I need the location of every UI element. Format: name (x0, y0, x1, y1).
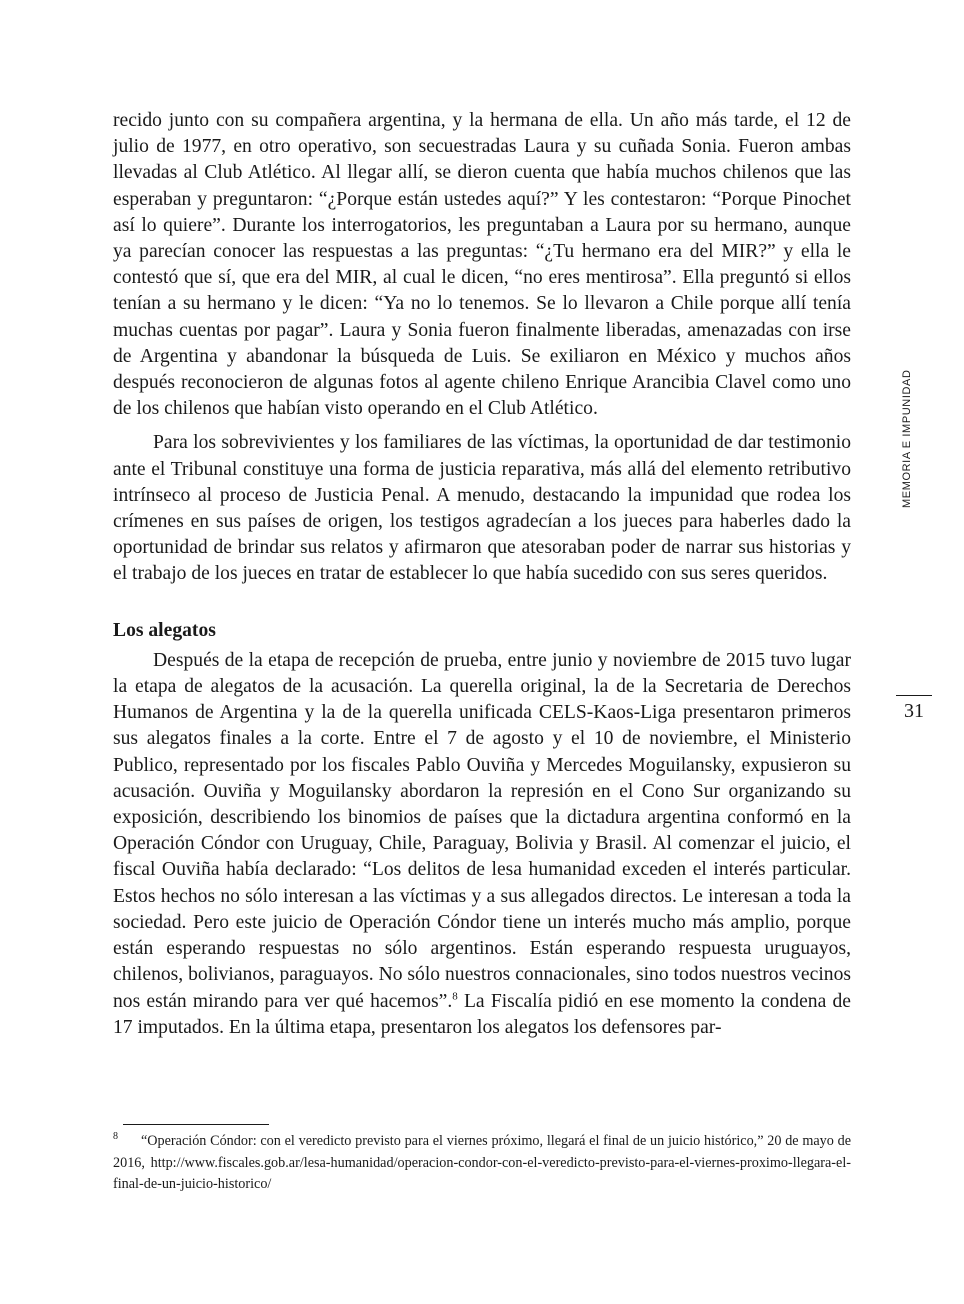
body-paragraph-3-end: La Fiscalía pidió en ese momento la condena de 17 imputados. En la última etapa, presentaron los alegatos los defensores par- (113, 990, 851, 1038)
body-paragraph-2: Para los sobrevivientes y los familiares de las víctimas, la oportunidad de dar testimonio ante el Tribunal constituye una forma de justicia reparativa, más allá del elemento retributivo intrínseco al proceso de Justicia Penal. A menudo, destacando la impunidad que rodea los crímenes en sus países de origen, los testigos agradecían a los jueces para haberles dado la oportunidad de brindar sus relatos y afirmaron que atesoraban poder de narrar sus historias y el trabajo de los jueces en tratar de establecer lo que había sucedido con sus seres queridos. (113, 432, 851, 585)
footnote (113, 1131, 851, 1196)
footnote-separator (123, 1124, 269, 1125)
running-head: MEMORIA E IMPUNIDAD (901, 369, 913, 509)
footnote-text: “Operación Cóndor: con el veredicto previsto para el viernes próximo, llegará el final de un juicio histórico,” 20 de mayo de 2016, http://www.fiscales.gob.ar/lesa-humanidad/operacion-condor-con-el-veredicto-previsto-para-el-viernes-proximo-llegara-el-final-de-un-juicio-historico/ (113, 1133, 851, 1192)
page-number-rule (896, 695, 932, 696)
body-paragraph-3 (113, 648, 851, 1041)
page-number: 31 (904, 700, 924, 722)
body-paragraph-3-text: Después de la etapa de recepción de prueba, entre junio y noviembre de 2015 tuvo lugar la etapa de alegatos de la acusación. La querella original, la de la Secretaria de Derechos Humanos de Argentina y la de la querella unificada CELS-Kaos-Liga presentaron primeros sus alegatos finales a la corte. Entre el 7 de agosto y el 10 de noviembre, el Ministerio Publico, representado por los fiscales Pablo Ouviña y Mercedes Moguilansky, expusieron su acusación. Ouviña y Moguilansky abordaron la represión en el Cono Sur organizando su exposición, describiendo los binomios de países que la dictadura argentina conformó en la Operación Cóndor con Uruguay, Chile, Paraguay, Bolivia y Brasil. Al comenzar el juicio, el fiscal Ouviña había declarado: “Los delitos de lesa humanidad exceden el interés particular. Estos hechos no sólo interesan a las víctimas y a sus allegados directos. Le interesan a toda la sociedad. Pero este juicio de Operación Cóndor tiene un interés mucho más amplio, porque están esperando respuestas no sólo argentinos. Están esperando respuesta uruguayos, chilenos, bolivianos, paraguayos. No sólo nuestros connacionales, sino todos nuestros vecinos nos están mirando para ver qué hacemos”. (113, 649, 851, 1012)
section-heading: Los alegatos (113, 619, 216, 641)
footnote-number: 8 (113, 1131, 118, 1143)
footnote-reference[interactable]: 8 (452, 989, 458, 1002)
body-paragraph-1: recido junto con su compañera argentina, y la hermana de ella. Un año más tarde, el 12 de julio de 1977, en otro operativo, son secuestradas Laura y su cuñada Sonia. Fueron ambas llevadas al Club Atlético. Al llegar allí, se dieron cuenta que había muchos chilenos que las esperaban y preguntaron: “¿Porque están ustedes aquí?” Y les contestaron: “Porque Pinochet así lo quiere”. Durante los interrogatorios, les preguntaban a Laura por su hermano, aunque ya parecían conocer las respuestas a las preguntas: “¿Tu hermano era del MIR?” y ella le contestó que sí, que era del MIR, al cual le dicen, “no eres mentirosa”. Ella preguntó si ellos tenían a su hermano y le dicen: “Ya no lo tenemos. Se lo llevaron a Chile porque allí tenía muchas cuentas por pagar”. Laura y Sonia fueron finalmente liberadas, amenazadas con irse de Argentina y abandonar la búsqueda de Luis. Se exiliaron en México y muchos años después reconocieron de algunas fotos al agente chileno Enrique Arancibia Clavel como uno de los chilenos que habían visto operando en el Club Atlético. (113, 110, 851, 420)
main-text-column (113, 108, 851, 1041)
